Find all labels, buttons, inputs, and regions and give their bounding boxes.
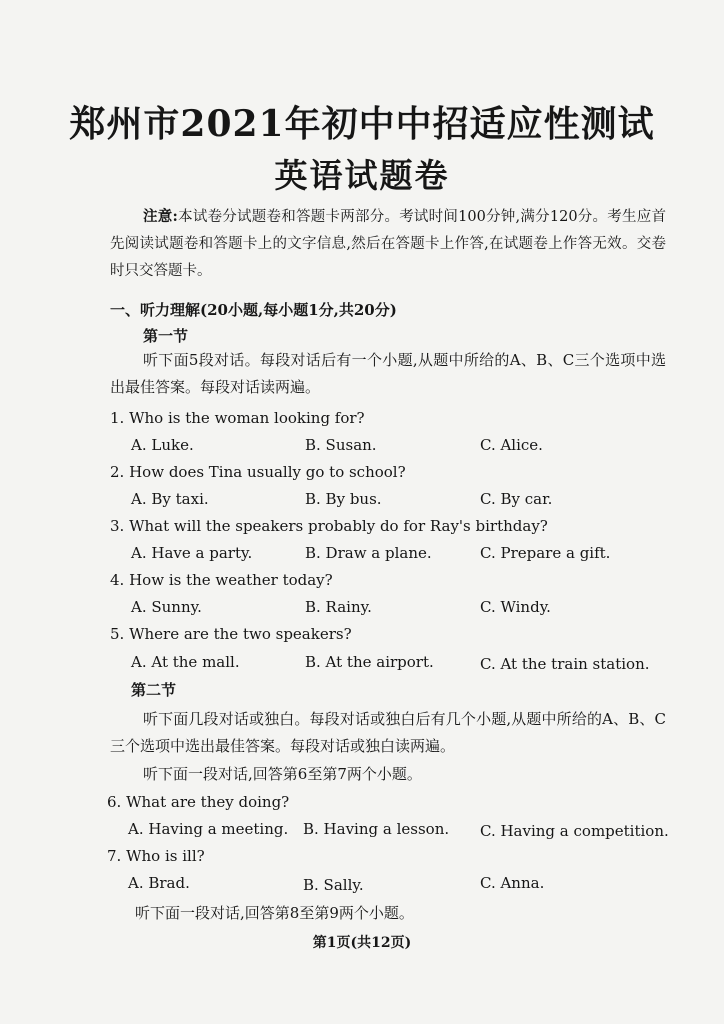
q6-option-c: C. Having a competition. [480,822,669,840]
notice-label: 注意: [143,208,178,225]
question-3 [110,516,548,536]
q4-option-c: C. Windy. [480,598,551,616]
notice-text: 本试卷分试题卷和答题卡两部分。考试时间100分钟,满分120分。考生应首先阅读试题卷和答题卡上的文字信息,然后在答题卡上作答,在试题卷上作答无效。交卷时只交答题卡。 [110,209,666,279]
part-1-instruction: 听下面5段对话。每段对话后有一个小题,从题中所给的A、B、C三个选项中选出最佳答案。每段对话读两遍。 [110,351,666,396]
part-2-heading: 第二节 [131,681,177,699]
question-number: 7. [107,847,122,865]
question-text: Where are the two speakers? [129,625,352,643]
q4-option-a: A. Sunny. [131,598,202,616]
q2-option-b: B. By bus. [305,490,382,508]
question-text: How does Tina usually go to school? [129,463,406,481]
part-2-instruction: 听下面几段对话或独白。每段对话或独白后有几个小题,从题中所给的A、B、C三个选项中选出最佳答案。每段对话或独白读两遍。 [110,710,666,755]
q1-option-a: A. Luke. [131,436,194,454]
q6-option-a: A. Having a meeting. [128,820,289,838]
q5-option-a: A. At the mall. [131,653,240,671]
q5-option-b: B. At the airport. [305,653,434,671]
q2-option-c: C. By car. [480,490,553,508]
question-number: 1. [110,409,125,427]
notice-paragraph [110,203,666,285]
question-text: Who is the woman looking for? [129,409,365,427]
q3-option-a: A. Have a party. [131,544,253,562]
section-1-heading: 一、听力理解(20小题,每小题1分,共20分) [110,301,397,319]
question-text: What will the speakers probably do for Ray's birthday? [129,517,548,535]
exam-subtitle: 英语试题卷 [274,156,450,195]
question-number: 2. [110,463,125,481]
question-number: 3. [110,517,125,535]
page-footer: 第1页(共12页) [312,935,412,951]
question-number: 6. [107,793,122,811]
q5-option-c: C. At the train station. [480,655,650,673]
part-2-sub-instruction-1: 听下面一段对话,回答第6至第7两个小题。 [143,765,422,783]
question-1 [110,408,365,428]
q3-option-b: B. Draw a plane. [305,544,432,562]
q7-option-c: C. Anna. [480,874,545,892]
question-4 [110,570,333,590]
q4-option-b: B. Rainy. [305,598,372,616]
question-text: Who is ill? [126,847,205,865]
part-2-sub-instruction-2: 听下面一段对话,回答第8至第9两个小题。 [135,904,414,922]
question-6 [107,792,289,812]
q2-option-a: A. By taxi. [131,490,209,508]
question-number: 4. [110,571,125,589]
question-7 [107,846,205,866]
question-2 [110,462,406,482]
q6-option-b: B. Having a lesson. [303,820,450,838]
q7-option-b: B. Sally. [303,876,364,894]
q7-option-a: A. Brad. [128,874,190,892]
question-text: How is the weather today? [129,571,333,589]
exam-title: 郑州市2021年初中中招适应性测试 [69,103,655,145]
q3-option-c: C. Prepare a gift. [480,544,611,562]
question-text: What are they doing? [126,793,290,811]
question-number: 5. [110,625,125,643]
q1-option-b: B. Susan. [305,436,377,454]
part-1-heading: 第一节 [143,327,189,345]
q1-option-c: C. Alice. [480,436,543,454]
question-5 [110,624,352,644]
